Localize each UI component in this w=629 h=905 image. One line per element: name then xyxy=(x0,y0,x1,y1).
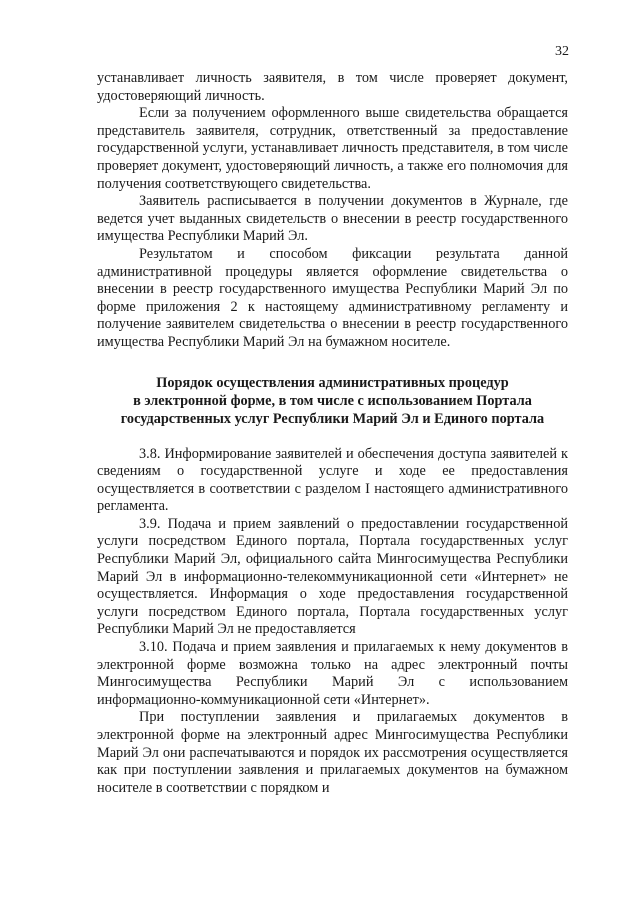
paragraph: Результатом и способом фиксации результата данной административной процедуры является оформление свидетельства о внесении в реестр государственного имущества Республики Марий Эл по форме приложения 2 к настоящему административному регламенту и получение заявителем свидетельства о внесении в реестр государственного имущества Республики Марий Эл на бумажном носителе. xyxy=(97,245,568,350)
paragraph: устанавливает личность заявителя, в том числе проверяет документ, удостоверяющий личность. xyxy=(97,70,568,104)
page-content xyxy=(97,70,568,797)
paragraph: 3.8. Информирование заявителей и обеспечения доступа заявителей к сведениям о государственной услуге и ходе ее предоставления осуществляется в соответствии с разделом I настоящего административного регламента. xyxy=(97,445,568,515)
paragraph: Заявитель расписывается в получении документов в Журнале, где ведется учет выданных свидетельств о внесении в реестр государственного имущества Республики Марий Эл. xyxy=(97,193,568,245)
paragraph: 3.10. Подача и прием заявления и прилагаемых к нему документов в электронной форме возможна только на адрес электронный почты Мингосимущества Республики Марий Эл с использованием информационно-коммуникационной сети «Интернет». xyxy=(97,639,568,708)
heading-line: государственных услуг Республики Марий Эл и Единого портала xyxy=(120,410,545,427)
paragraph: При поступлении заявления и прилагаемых документов в электронной форме на электронный адрес Мингосимущества Республики Марий Эл они распечатываются и порядок их рассмотрения осуществляется как при поступлении заявления и прилагаемых документов на бумажном носителе в соответствии с порядком и xyxy=(97,709,568,796)
paragraph: 3.9. Подача и прием заявлений о предоставлении государственной услуги посредством Единого портала, Портала государственных услуг Республики Марий Эл, официального сайта Мингосимущества Республики Марий Эл в информационно-телекоммуникационной сети «Интернет» не осуществляется. Информация о ходе предоставления государственной услуги посредством Единого портала, Портала государственных услуг Республики Марий Эл не предоставляется xyxy=(97,515,568,638)
heading-line: в электронной форме, в том числе с использованием Портала xyxy=(133,392,532,409)
section-heading xyxy=(97,374,568,428)
paragraph: Если за получением оформленного выше свидетельства обращается представитель заявителя, сотрудник, ответственный за предоставление государственной услуги, устанавливает личность представителя, в том числе проверяет документ, удостоверяющий личность, а также его полномочия для получения соответствующего свидетельства. xyxy=(97,105,568,192)
page-number: 32 xyxy=(555,44,569,59)
heading-line: Порядок осуществления административных процедур xyxy=(156,374,509,391)
